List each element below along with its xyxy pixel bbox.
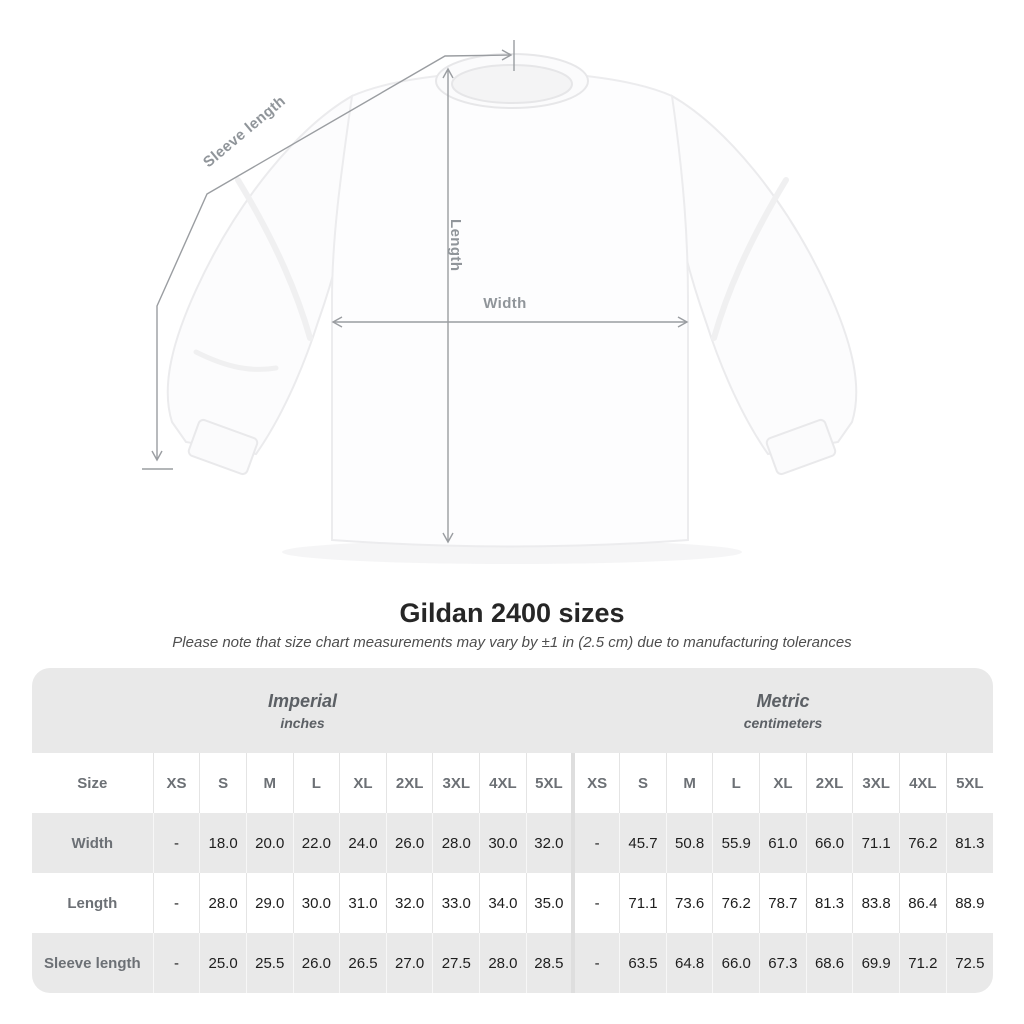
value-cell: - [573,933,620,993]
value-cell: 55.9 [713,813,760,873]
value-cell: 71.1 [853,813,900,873]
value-cell: 30.0 [480,813,527,873]
value-cell: 72.5 [946,933,993,993]
value-cell: 45.7 [620,813,667,873]
value-cell: 32.0 [386,873,433,933]
value-cell: - [153,813,200,873]
length-label: Length [447,219,464,272]
value-cell: 26.0 [293,933,340,993]
sleeve-length-label: Sleeve length [200,92,289,172]
size-header: 3XL [433,753,480,813]
value-cell: 28.0 [433,813,480,873]
value-cell: 81.3 [806,873,853,933]
value-cell: - [573,873,620,933]
value-cell: 33.0 [433,873,480,933]
size-header: L [713,753,760,813]
row-label: Width [32,813,153,873]
value-cell: 67.3 [760,933,807,993]
value-cell: - [153,933,200,993]
value-cell: 86.4 [900,873,947,933]
unit-group-row [32,668,993,753]
page-title: Gildan 2400 sizes [399,598,625,628]
value-cell: 25.0 [200,933,247,993]
value-cell: 26.5 [340,933,387,993]
value-cell: 76.2 [713,873,760,933]
value-cell: 64.8 [666,933,713,993]
sleeve-length-row [32,933,993,993]
size-header: 5XL [526,753,573,813]
size-header: 4XL [480,753,527,813]
value-cell: 27.0 [386,933,433,993]
value-cell: 88.9 [946,873,993,933]
tolerance-note: Please note that size chart measurements may vary by ±1 in (2.5 cm) due to manufacturing tolerances [172,634,852,651]
size-header: M [246,753,293,813]
size-header: 5XL [946,753,993,813]
size-header: 2XL [806,753,853,813]
value-cell: 61.0 [760,813,807,873]
size-header: S [620,753,667,813]
value-cell: 68.6 [806,933,853,993]
value-cell: 71.2 [900,933,947,993]
size-header: XL [760,753,807,813]
value-cell: 27.5 [433,933,480,993]
value-cell: 71.1 [620,873,667,933]
value-cell: 28.0 [480,933,527,993]
size-header: 2XL [386,753,433,813]
size-header: L [293,753,340,813]
value-cell: 29.0 [246,873,293,933]
value-cell: 78.7 [760,873,807,933]
value-cell: 34.0 [480,873,527,933]
row-label: Sleeve length [32,933,153,993]
size-header: S [200,753,247,813]
width-label: Width [483,295,527,312]
row-label: Length [32,873,153,933]
size-header: XS [573,753,620,813]
value-cell: 24.0 [340,813,387,873]
value-cell: 73.6 [666,873,713,933]
size-header: XL [340,753,387,813]
size-header: XS [153,753,200,813]
value-cell: 35.0 [526,873,573,933]
size-column-header: Size [32,753,153,813]
size-header-row [32,753,993,813]
value-cell: 83.8 [853,873,900,933]
value-cell: 31.0 [340,873,387,933]
value-cell: 25.5 [246,933,293,993]
metric-group-header: Metric centimeters [573,668,993,753]
value-cell: 30.0 [293,873,340,933]
value-cell: 18.0 [200,813,247,873]
size-header: 4XL [900,753,947,813]
width-row [32,813,993,873]
imperial-group-header: Imperial inches [32,668,573,753]
value-cell: - [153,873,200,933]
size-header: 3XL [853,753,900,813]
value-cell: 50.8 [666,813,713,873]
value-cell: 81.3 [946,813,993,873]
value-cell: 32.0 [526,813,573,873]
value-cell: 22.0 [293,813,340,873]
value-cell: 28.0 [200,873,247,933]
value-cell: 66.0 [806,813,853,873]
value-cell: 76.2 [900,813,947,873]
value-cell: 66.0 [713,933,760,993]
value-cell: 26.0 [386,813,433,873]
value-cell: 28.5 [526,933,573,993]
value-cell: - [573,813,620,873]
length-row [32,873,993,933]
value-cell: 63.5 [620,933,667,993]
size-table [32,668,993,993]
size-header: M [666,753,713,813]
value-cell: 20.0 [246,813,293,873]
value-cell: 69.9 [853,933,900,993]
